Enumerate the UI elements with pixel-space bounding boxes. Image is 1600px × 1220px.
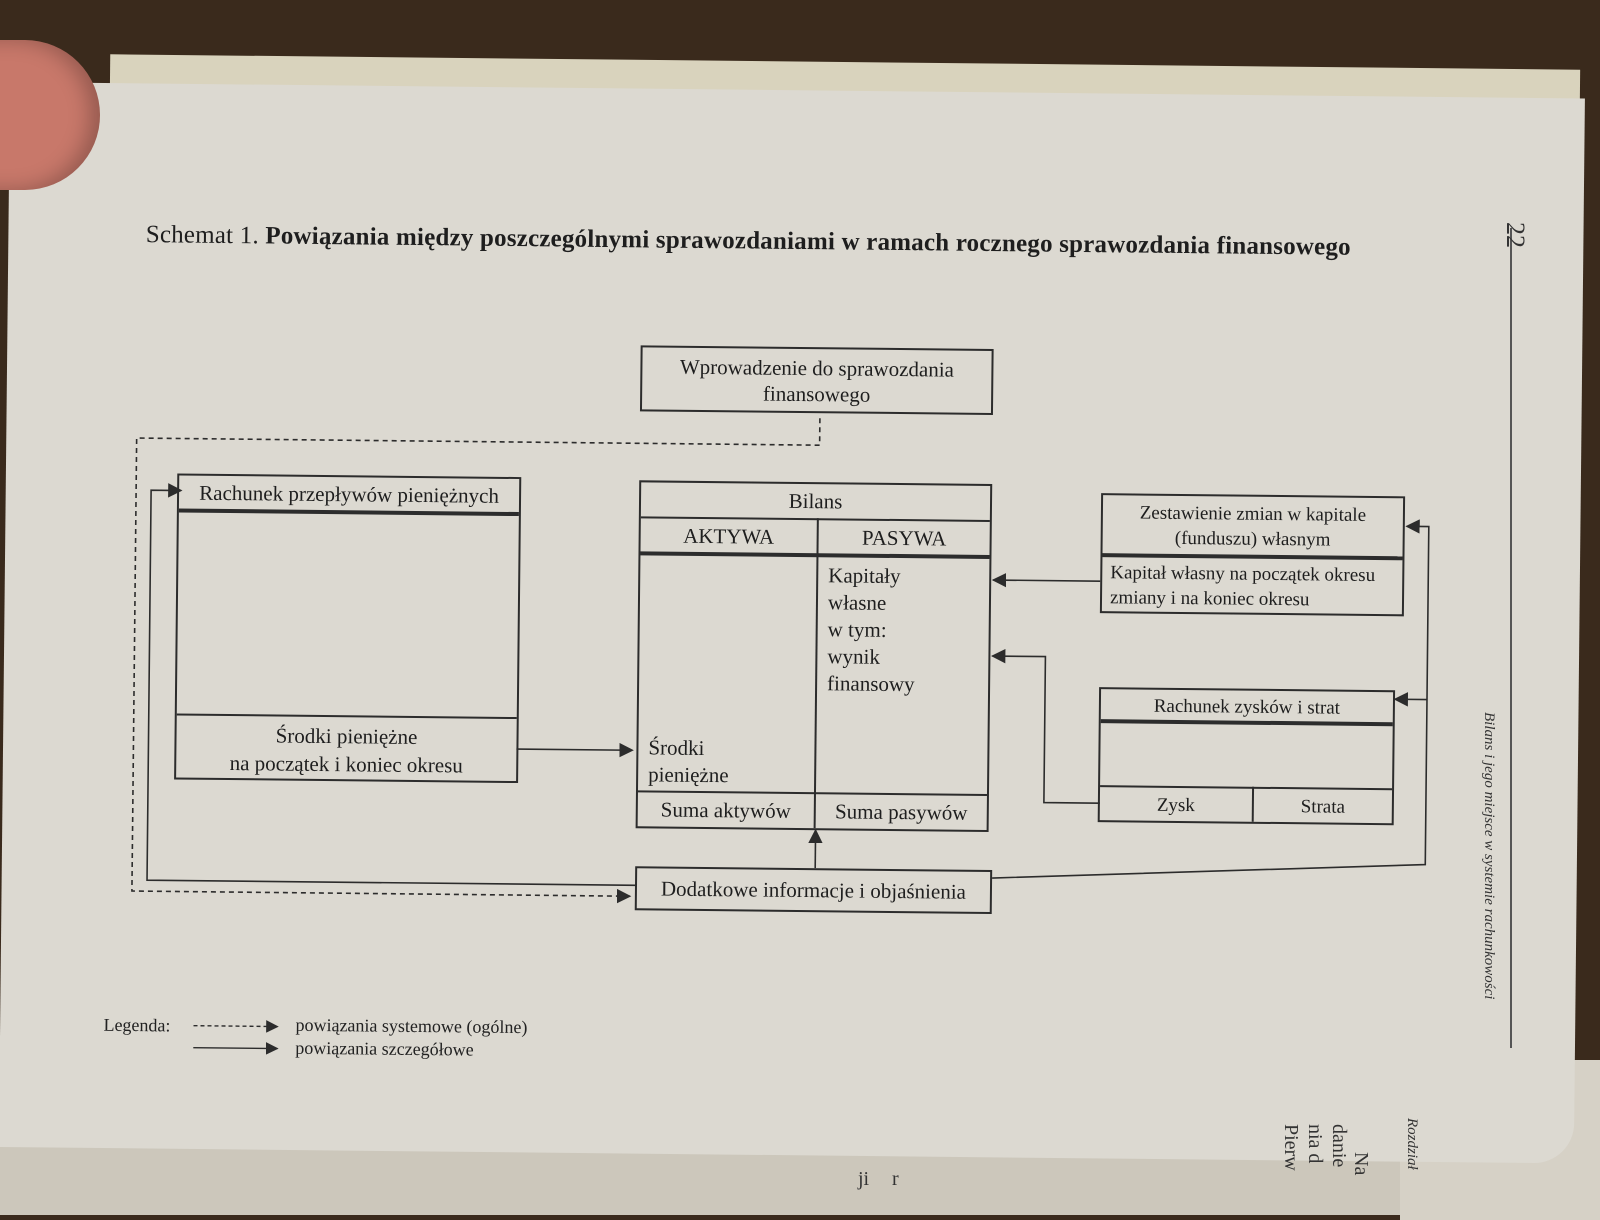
facing-page-line-4: Pierw [1279,1124,1302,1171]
balance-cash-line-2: pieniężne [648,761,729,789]
cashflow-box [174,473,521,783]
balance-columns-rule [640,551,989,559]
equity-changes-header-line-2: (funduszu) własnym [1103,524,1403,554]
balance-box [636,480,993,832]
equity-changes-body-line-1: Kapitał własny na początek okresu [1110,559,1375,589]
notes-box [635,866,992,914]
link-cash-to-balance [516,749,632,750]
legend-solid-line [193,1048,277,1049]
balance-header-rule [641,516,990,522]
balance-sum-rule [638,790,987,796]
running-head: Bilans i jego miejsce w systemie rachunkowości [1480,712,1497,999]
income-statement-result-rule [1100,785,1392,790]
sum-liabilities: Suma pasywów [816,798,987,827]
cashflow-footer-rule [177,713,517,719]
equity-changes-box [1100,493,1405,616]
notes-label: Dodatkowe informacje i objaśnienia [637,875,990,906]
bottom-fragment-1: r [892,1168,899,1191]
intro-box [640,345,994,415]
equity-line-3: w tym: [828,616,887,644]
equity-line-1: Kapitały [828,562,901,590]
intro-line-1: Wprowadzenie do sprawozdania [642,353,991,384]
balance-column-divider [814,518,819,828]
legend-dashed-text: powiązania systemowe (ogólne) [295,1015,527,1038]
equity-changes-body-line-2: zmiany i na koniec okresu [1110,584,1310,613]
cashflow-header-rule [179,508,519,516]
sum-assets: Suma aktywów [638,796,814,825]
legend-label: Legenda: [103,1015,170,1037]
link-equity-to-balance [993,580,1100,581]
legend-dashed-line [194,1026,278,1027]
loss-cell: Strata [1254,793,1392,821]
equity-line-4: wynik [827,643,880,671]
income-statement-box [1098,687,1395,825]
bottom-fragment-2: ji [858,1168,869,1191]
facing-page-line-2: danie [1327,1124,1350,1167]
figure-caption: Powiązania między poszczególnymi sprawozdaniami w ramach rocznego sprawozdania finansowego [265,222,1351,260]
liabilities-heading: PASYWA [819,524,990,553]
cashflow-footer-line-2: na początek i koniec okresu [176,749,516,780]
assets-heading: AKTYWA [641,522,817,551]
profit-cell: Zysk [1100,791,1252,820]
cashflow-footer-line-1: Środki pieniężne [176,721,516,752]
income-statement-header: Rachunek zysków i strat [1101,692,1393,722]
cashflow-header: Rachunek przepływów pieniężnych [179,479,519,510]
page-number: 22 [1500,222,1530,248]
balance-header: Bilans [641,486,990,517]
facing-page-line-3: nia d [1303,1124,1326,1163]
intro-line-2: finansowego [642,379,991,410]
facing-page-chapter-label: Rozdział [1403,1118,1420,1170]
facing-page-line-1: Na [1349,1152,1372,1175]
equity-line-2: własne [828,589,887,617]
link-profit-to-balance [991,656,1102,803]
balance-cash-line-1: Środki [648,734,704,762]
legend-solid-text: powiązania szczegółowe [295,1038,474,1061]
figure-number: Schemat 1. [146,221,259,249]
equity-changes-header-line-1: Zestawienie zmian w kapitale [1103,499,1403,529]
equity-line-5: finansowy [827,670,915,698]
